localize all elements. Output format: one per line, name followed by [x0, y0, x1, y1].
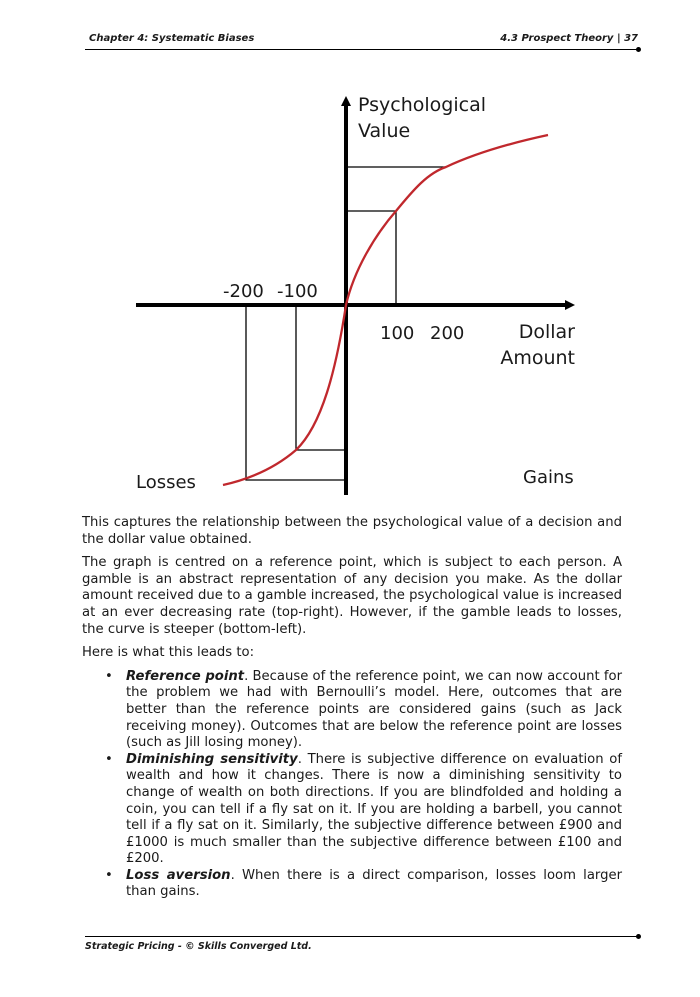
tick-label-200: 200: [430, 323, 465, 344]
section-page-info: [500, 33, 638, 44]
list-item-text: . When there is a direct comparison, losses loom larger than gains.: [126, 867, 623, 900]
losses-label: Losses: [136, 472, 196, 493]
footer-rule: [85, 936, 638, 937]
y-axis-label: Psychological: [358, 94, 486, 116]
header-rule-dot: [636, 47, 641, 52]
value-function-curve: [223, 135, 548, 485]
list-item-term: Diminishing sensitivity: [126, 751, 298, 767]
tick-label-100: 100: [380, 323, 415, 344]
x-axis-label: Dollar: [518, 321, 575, 343]
list-item-text: . Because of the reference point, we can now account for the problem we had with Bernoulli’s model. Here, outcomes that are better than the reference points are considered gains (such as Jack receiving money). Outcomes that are below the reference point are losses (such as Jill losing money).: [126, 668, 622, 751]
body-text: [82, 515, 622, 901]
prospect-theory-graph: [100, 85, 600, 505]
paragraph-lead-in: Here is what this leads to:: [82, 645, 255, 661]
gains-label: Gains: [523, 467, 574, 488]
list-item-term: Loss aversion: [126, 867, 231, 883]
tick-label-neg200: -200: [223, 281, 264, 302]
page-footer: Strategic Pricing - © Skills Converged Ltd.: [85, 941, 312, 952]
page-number: 37: [624, 33, 638, 44]
bullet-icon: •: [105, 751, 113, 767]
paragraph-intro: This captures the relationship between the psychological value of a decision and the dollar value obtained.: [82, 515, 622, 547]
list-item: [105, 668, 622, 752]
section-title: 4.3 Prospect Theory: [500, 33, 614, 44]
page-header: [85, 33, 640, 47]
header-rule: [85, 49, 638, 50]
x-axis-label-line2: Amount: [500, 347, 575, 369]
list-item-text: . There is subjective difference on evaluation of wealth and how it changes. There is now a diminishing sensitivity to change of wealth on both directions. If you are blindfolded and holding a coin, you can tell if a fly sat on it. If you are holding a barbell, you cannot tell if a fly sat on it. Similarly, the subjective difference between £900 and £1000 is much smaller than the subjective difference between £100 and £200.: [126, 751, 622, 867]
list-item: [105, 751, 622, 868]
y-axis-label-line2: Value: [358, 120, 411, 142]
chapter-title: Chapter 4: Systematic Biases: [89, 33, 255, 44]
tick-label-neg100: -100: [277, 281, 318, 302]
list-item-term: Reference point: [126, 668, 245, 684]
bullet-icon: •: [105, 668, 113, 684]
bullet-icon: •: [105, 867, 113, 883]
guide-box-100-gain: [346, 211, 396, 305]
list-item: [105, 867, 623, 901]
bullet-list: [82, 669, 622, 901]
footer-rule-dot: [636, 934, 641, 939]
guide-box-100-loss: [296, 305, 346, 450]
header-separator: |: [616, 33, 621, 44]
paragraph-reference-point: The graph is centred on a reference point, which is subject to each person. A gamble is an abstract representation of any decision you make. As the dollar amount received due to a gamble increased, the psychological value is increased at an ever decreasing rate (top-right). However, if the gamble leads to losses, the curve is steeper (bottom-left).: [82, 555, 622, 637]
